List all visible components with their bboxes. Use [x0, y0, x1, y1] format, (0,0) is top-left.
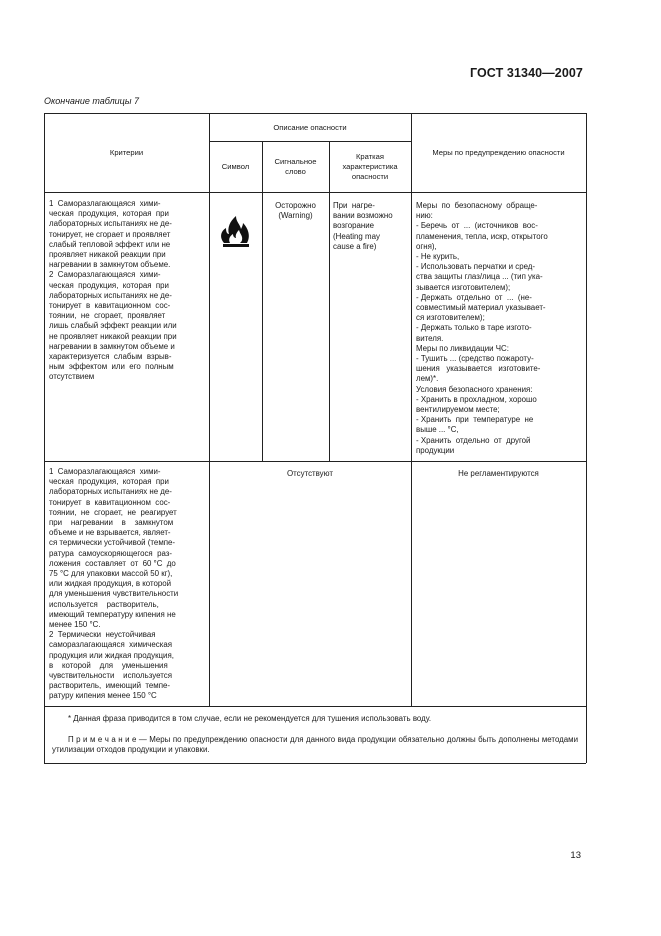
- header-precautions: Меры по предупреждению опасности: [432, 148, 565, 157]
- precautions-column-rule: [411, 113, 412, 706]
- row1-criteria: 1 Саморазлагающаяся хими- ческая продукция, которая при лабораторных испытаниях не де- тонирует, не сгорает и проявляет слабый тепловой эффект или не проявляет никакой реакции при нагревании в замкнутом объеме. 2 Саморазлагающаяся хими- ческая продукция, которая при лабораторных испытаниях не де- тонирует в кавитационном сос- тоянии, не сгорает, проявляет лишь слабый эффект реакции или не проявляет никакой реакции при нагревании в замкнутом объеме и характеризуется слабым взрыв- ным эффектом или его полным отсутствием: [49, 199, 177, 382]
- flame-icon: [215, 210, 257, 252]
- table-caption: Окончание таблицы 7: [44, 96, 139, 106]
- header-criteria: Критерии: [109, 148, 144, 157]
- row2-precautions: Не регламентируются: [458, 469, 539, 478]
- standard-number: ГОСТ 31340—2007: [469, 66, 583, 80]
- header-bottom-rule: [44, 192, 586, 193]
- table-right-border: [586, 113, 587, 763]
- symbol-column-rule: [262, 141, 263, 461]
- table-top-border: [44, 113, 586, 114]
- row1-precautions: Меры по безопасному обраще- нию: - Беречь от ... (источников вос- пламенения, тепла, искр, открытого огня), - Не курить, - Использовать перчатки и сред- ства защиты глаз/лица ... (тип ука- зывается изготовителем); - Держать отдельно от ... (не- совместимый материал указывает- ся изготовителем); - Держать только в таре изгото- вителя. Меры по ликвидации ЧС: - Тушить ... (средство пожароту- шения указывается изготовите- лем)*. Условия безопасного хранения: - Хранить в прохладном, хорошо вентилируемом месте; - Хранить при температуре не выше ... °С, - Хранить отдельно от другой продукции: [416, 201, 548, 455]
- header-signal-word: Сигнальное слово: [274, 157, 317, 176]
- row1-signal-word: Осторожно (Warning): [275, 201, 316, 221]
- criteria-column-rule: [209, 113, 210, 706]
- table-note: [52, 735, 578, 755]
- header-hazard-statement: Краткая характеристика опасности: [342, 152, 398, 181]
- signal-column-rule: [329, 141, 330, 461]
- row1-hazard-statement: При нагре- вании возможно возгорание (Heating may cause a fire): [333, 201, 393, 251]
- hazard-subheader-rule: [209, 141, 411, 142]
- table-bottom-border: [44, 763, 586, 764]
- row1-bottom-rule: [44, 461, 586, 462]
- row2-bottom-rule: [44, 706, 586, 707]
- table-footnote: * Данная фраза приводится в том случае, если не рекомендуется для тушения использовать воду.: [68, 714, 432, 723]
- row2-criteria: 1 Саморазлагающаяся хими- ческая продукция, которая при лабораторных испытаниях не де- тонирует в кавитационном сос- тоянии, не сгорает, не реагирует при нагревании в замкнутом объеме и не взрывается, являет- ся термически устойчивой (темпе- ратура самоускоряющегося раз- ложения составляет от 60 °С до 75 °С для упаковки массой 50 кг), или жидкая продукция, в которой для уменьшения чувствительности используется растворитель, имеющий температуру кипения не менее 150 °С. 2 Термически неустойчивая саморазлагающаяся химическая продукция или жидкая продукция, в которой для уменьшения чувствительности используется растворитель, имеющий темпе- ратуру кипения менее 150 °С: [49, 467, 179, 701]
- header-hazard-description: Описание опасности: [273, 123, 347, 132]
- row2-hazard: Отсутствуют: [287, 469, 333, 478]
- note-label: П р и м е ч а н и е: [68, 735, 137, 744]
- note-text: — Меры по предупреждению опасности для данного вида продукции обязательно должны быть дополнены методами утилизации отходов продукции и упаковки.: [52, 735, 578, 755]
- header-symbol: Символ: [221, 162, 250, 171]
- page-number: 13: [570, 850, 581, 861]
- table-left-border: [44, 113, 45, 763]
